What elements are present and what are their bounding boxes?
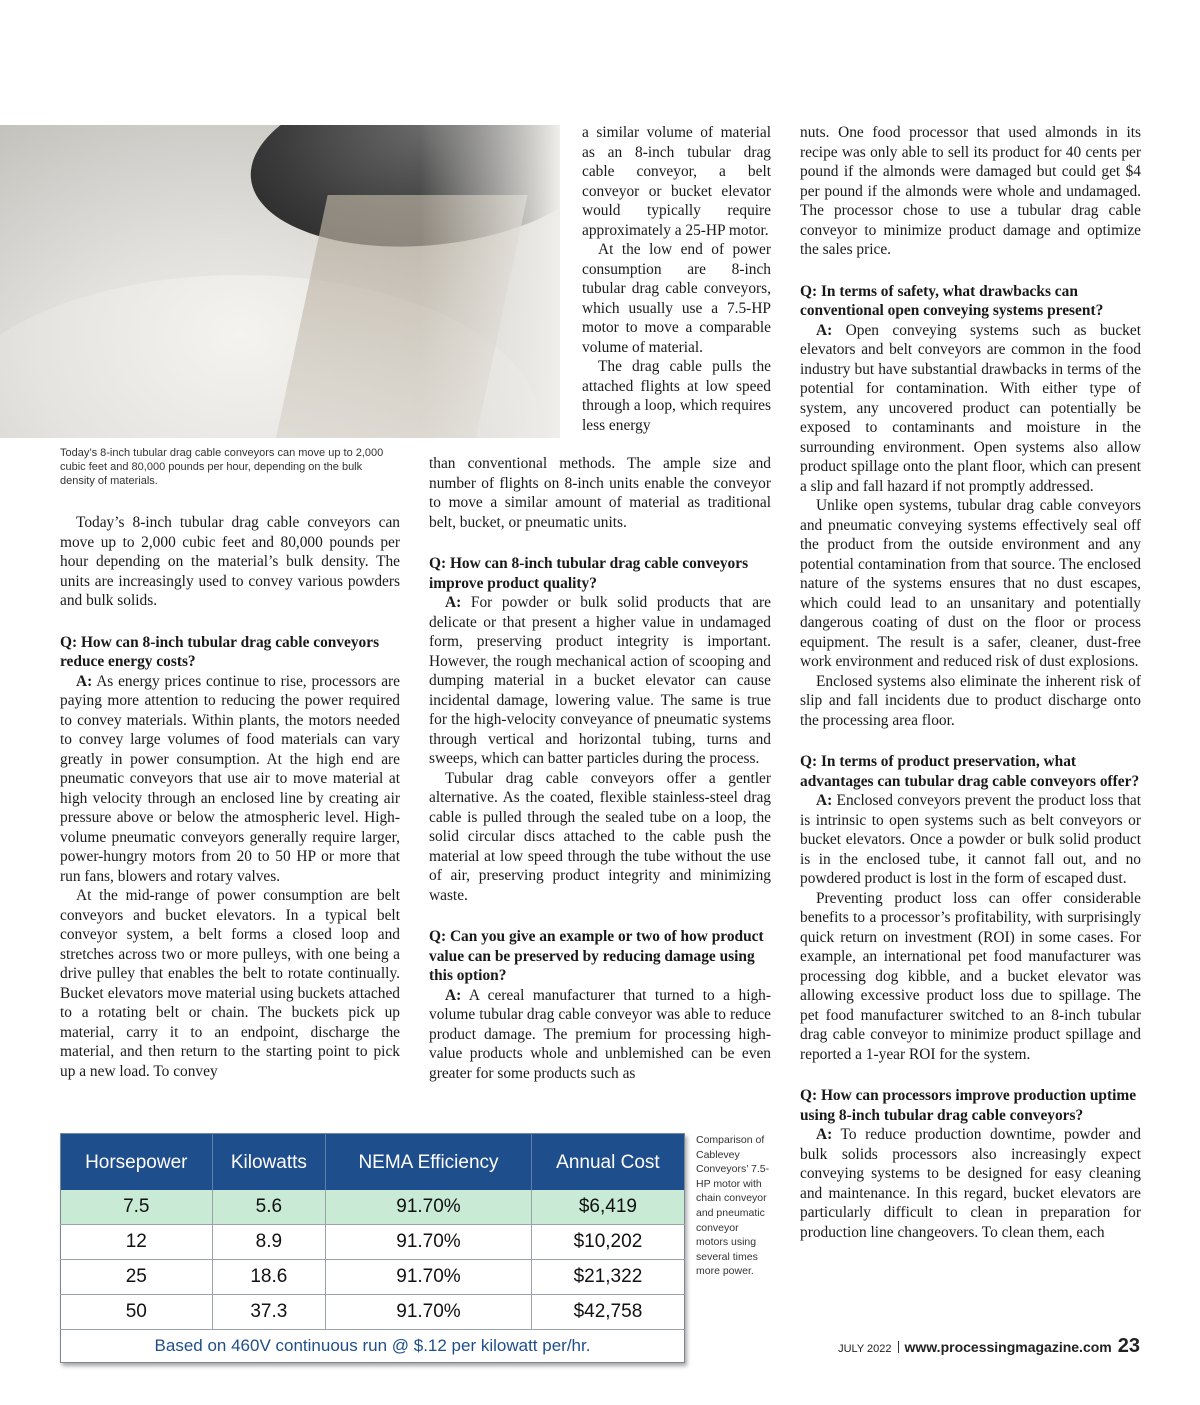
paragraph: nuts. One food processor that used almonds in its recipe was only able to sell its product for 40 cents per pound if the almonds were damaged but could get $4 per pound if the almonds were whole and undamaged. The processor chose to use a tubular drag cable conveyor to minimize product damage and optimize the sales price. bbox=[800, 124, 1141, 258]
table-row bbox=[61, 1190, 685, 1225]
paragraph: At the mid-range of power consumption are belt conveyors and bucket elevators. In a typical belt conveyor system, a belt forms a closed loop and stretches across two or more pulleys, with one being a drive pulley that enables the belt to rotate continually. Bucket elevators move material using buckets attached to a rotating belt or chain. The buckets pick up material, carry it to an endpoint, discharge the material, and then return to the starting point to pick up a new load. To convey bbox=[60, 887, 400, 1080]
page-footer bbox=[838, 1335, 1140, 1358]
paragraph: Unlike open systems, tubular drag cable conveyors and pneumatic conveying systems effectively seal off the product from the outside environment and any potential contamination from that source. The enclosed nature of the systems ensures that no dust escapes, which could lead to an unsanitary and potentially dangerous coating of dust on the floor or process equipment. The result is a safer, cleaner, dust-free work environment and reduced risk of dust explosions. bbox=[800, 497, 1141, 670]
column-1 bbox=[60, 513, 400, 1081]
table-cell: 91.70% bbox=[326, 1225, 532, 1260]
paragraph: than conventional methods. The ample size and number of flights on 8-inch units enable the conveyor to move a similar amount of material as traditional belt, bucket, or pneumatic units. bbox=[429, 455, 771, 531]
table-row bbox=[61, 1225, 685, 1260]
header-cell: Kilowatts bbox=[212, 1134, 326, 1191]
paragraph: At the low end of power consumption are 8-inch tubular drag cable conveyors, which usually use a 7.5-HP motor to move a comparable volume of material. bbox=[582, 241, 771, 356]
issue-date: JULY 2022 bbox=[838, 1343, 892, 1355]
question-heading: Q: In terms of product preservation, what advantages can tubular drag cable conveyors offer? bbox=[800, 753, 1140, 790]
table-cell: 91.70% bbox=[326, 1295, 532, 1330]
table-cell: $42,758 bbox=[531, 1295, 684, 1330]
answer-paragraph: A: To reduce production downtime, powder and bulk solids processors also increasingly expect conveying systems to be designed for easy cleaning and maintenance. In this regard, bucket elevators are particularly difficult to clean in preparation for production line changeovers. To clean them, each bbox=[800, 1126, 1141, 1241]
table-cell: 8.9 bbox=[212, 1225, 326, 1260]
table-cell: 37.3 bbox=[212, 1295, 326, 1330]
conveyor-photo bbox=[0, 125, 560, 438]
paragraph: The drag cable pulls the attached flights at low speed through a loop, which requires less energy bbox=[582, 358, 771, 434]
paragraph: Today’s 8-inch tubular drag cable conveyors can move up to 2,000 cubic feet and 80,000 pounds per hour depending on the material’s bulk density. The units are increasingly used to convey various powders and bulk solids. bbox=[60, 514, 400, 609]
table-cell: $10,202 bbox=[531, 1225, 684, 1260]
question-heading: Q: In terms of safety, what drawbacks can conventional open conveying systems present? bbox=[800, 282, 1104, 319]
table-caption: Comparison of Cablevey Conveyors’ 7.5-HP motor with chain conveyor and pneumatic conveyor motors using several times more power. bbox=[696, 1134, 770, 1278]
answer-paragraph: A: Open conveying systems such as bucket elevators and belt conveyors are common in the food industry but have substantial drawbacks in terms of the potential for contamination. With either type of system, any uncovered product can potentially be exposed to contaminants and moisture in the surrounding environment. Open systems also allow product spillage onto the plant floor, which can present a slip and fall hazard if not promptly addressed. bbox=[800, 321, 1141, 495]
answer-paragraph: A: For powder or bulk solid products that are delicate or that present a higher value in undamaged form, preserving product integrity is important. However, the rough mechanical action of scooping and dumping material in a bucket elevator can cause incidental damage, lowering value. The same is true for the high-velocity conveyance of pneumatic systems through vertical and horizontal tubing, turns and sweeps, which can batter particles during the process. bbox=[429, 594, 771, 767]
answer-label: A: bbox=[816, 1126, 833, 1143]
header-cell: Annual Cost bbox=[531, 1134, 684, 1191]
table-cell: 91.70% bbox=[326, 1190, 532, 1225]
table-cell: 50 bbox=[61, 1295, 213, 1330]
column-2 bbox=[429, 454, 771, 1083]
paragraph: Preventing product loss can offer considerable benefits to a processor’s profitability, with surprisingly quick return on investment (ROI) in some cases. For example, an international pet food manufacturer was processing dog kibble, and a bucket elevator was allowing excessive product loss due to spillage. The pet food manufacturer switched to an 8-inch tubular drag cable conveyor to minimize product spillage and reported a 1-year ROI for the system. bbox=[800, 889, 1141, 1063]
table-cell: $21,322 bbox=[531, 1260, 684, 1295]
paragraph: Enclosed systems also eliminate the inherent risk of slip and fall incidents due to product discharge onto the processing area floor. bbox=[800, 672, 1141, 729]
table-cell: $6,419 bbox=[531, 1190, 684, 1225]
table-cell: 18.6 bbox=[212, 1260, 326, 1295]
table-header-row bbox=[61, 1134, 685, 1191]
table-row bbox=[61, 1260, 685, 1295]
answer-paragraph: A: Enclosed conveyors prevent the product loss that is intrinsic to open systems such as belt conveyors or bucket elevators. Once a powder or bulk solid product is in the enclosed tube, it cannot fall out, and no powdered product is lost in the form of escaped dust. bbox=[800, 792, 1141, 887]
table-note: Based on 460V continuous run @ $.12 per kilowatt per/hr. bbox=[154, 1336, 591, 1355]
website-link[interactable]: www.processingmagazine.com bbox=[904, 1339, 1112, 1355]
answer-paragraph: A: As energy prices continue to rise, processors are paying more attention to reducing the power required to convey materials. Within plants, the motors needed to convey large volumes of food materials can vary greatly in power consumption. At the high end are pneumatic conveyors that use air to move material at high velocity through an enclosed line by creating air pressure above or below the atmospheric level. High-volume pneumatic conveyors generally require larger, power-hungry motors from 20 to 50 HP or more that run fans, blowers and rotary valves. bbox=[60, 672, 400, 885]
header-cell: NEMA Efficiency bbox=[326, 1134, 532, 1191]
paragraph: Tubular drag cable conveyors offer a gentler alternative. As the coated, flexible stainless-steel drag cable is pulled through the sealed tube on a loop, the solid circular discs attached to the cable push the material at low speed through the tube without the use of air, preserving product integrity and minimizing waste. bbox=[429, 769, 771, 904]
paragraph: a similar volume of material as an 8-inch tubular drag cable conveyor, a belt conveyor or bucket elevator would typically require approximately a 25-HP motor. bbox=[582, 124, 771, 239]
answer-label: A: bbox=[816, 792, 833, 809]
column-3 bbox=[800, 123, 1141, 1242]
photo-caption: Today’s 8-inch tubular drag cable conveyors can move up to 2,000 cubic feet and 80,000 pounds per hour, depending on the bulk density of materials. bbox=[60, 447, 384, 487]
table-cell: 25 bbox=[61, 1260, 213, 1295]
question-heading: Q: Can you give an example or two of how product value can be preserved by reducing damage using this option? bbox=[429, 928, 764, 984]
table-cell: 12 bbox=[61, 1225, 213, 1260]
answer-label: A: bbox=[76, 672, 93, 690]
table-cell: 5.6 bbox=[212, 1190, 326, 1225]
question-heading: Q: How can 8-inch tubular drag cable conveyors improve product quality? bbox=[429, 555, 749, 592]
answer-paragraph: A: A cereal manufacturer that turned to a high-volume tubular drag cable conveyor was able to reduce product damage. The premium for processing high-value products whole and unblemished can be even greater for some products such as bbox=[429, 986, 771, 1082]
page-number: 23 bbox=[1117, 1335, 1140, 1357]
table-cell: 91.70% bbox=[326, 1260, 532, 1295]
question-heading: Q: How can processors improve production uptime using 8-inch tubular drag cable conveyors? bbox=[800, 1087, 1137, 1124]
question-heading: Q: How can 8-inch tubular drag cable conveyors reduce energy costs? bbox=[60, 633, 380, 670]
table-cell: 7.5 bbox=[61, 1190, 213, 1225]
header-cell: Horsepower bbox=[61, 1134, 213, 1191]
answer-label: A: bbox=[445, 594, 462, 611]
column-2-top bbox=[582, 123, 771, 435]
answer-label: A: bbox=[816, 321, 833, 339]
table-note-row bbox=[61, 1330, 685, 1363]
answer-label: A: bbox=[445, 986, 462, 1004]
power-comparison-table bbox=[60, 1133, 685, 1363]
table-row bbox=[61, 1295, 685, 1330]
